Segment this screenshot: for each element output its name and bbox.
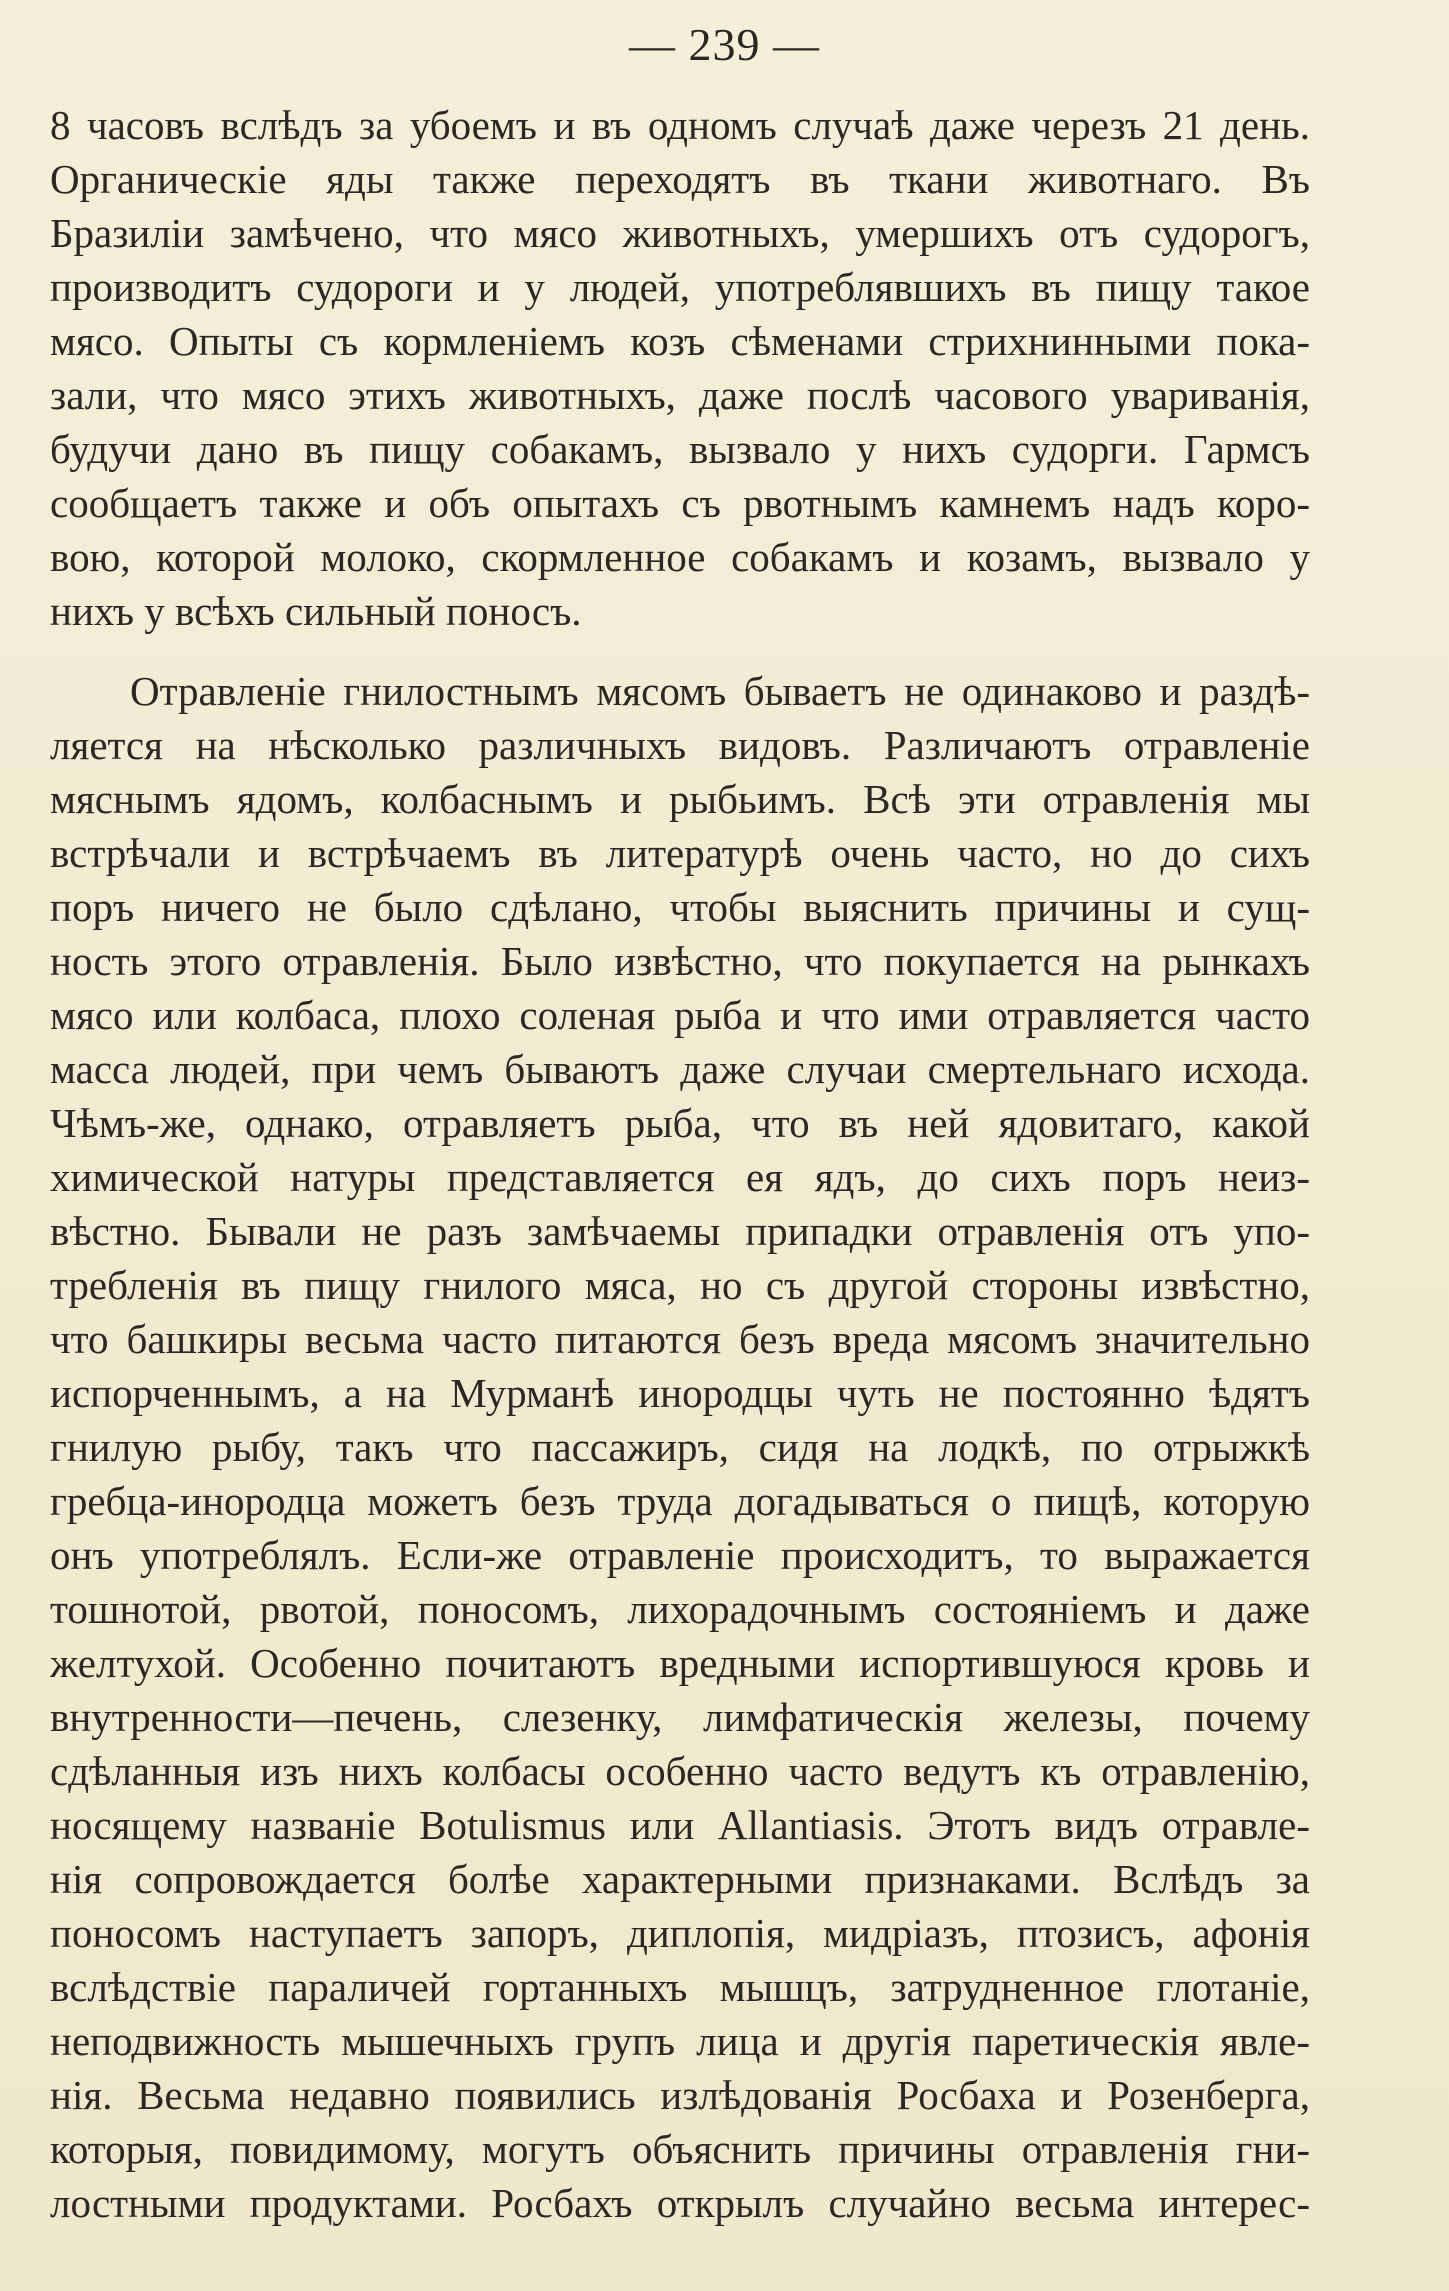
text-line: что башкиры весьма часто питаются безъ вреда мясомъ значительно [50, 1316, 1310, 1362]
text-line: ность этого отравленія. Было извѣстно, что покупается на рынкахъ [50, 938, 1310, 984]
text-line: неподвижность мышечныхъ групъ лица и другія паретическія явле- [50, 2018, 1310, 2064]
text-line: мяснымъ ядомъ, колбаснымъ и рыбьимъ. Всѣ эти отравленія мы [50, 776, 1310, 822]
text-line: вою, которой молоко, скормленное собакамъ и козамъ, вызвало у [50, 534, 1310, 580]
text-line: нія сопровождается болѣе характерными признаками. Вслѣдъ за [50, 1856, 1310, 1902]
paragraph-2 [50, 664, 1310, 2230]
text-line: тошнотой, рвотой, поносомъ, лихорадочнымъ состояніемъ и даже [50, 1586, 1310, 1632]
text-line: желтухой. Особенно почитаютъ вредными испортившуюся кровь и [50, 1640, 1310, 1686]
body-text [50, 98, 1310, 2230]
text-line: испорченнымъ, а на Мурманѣ инородцы чуть не постоянно ѣдятъ [50, 1370, 1310, 1416]
text-line: масса людей, при чемъ бываютъ даже случаи смертельнаго исхода. [50, 1046, 1310, 1092]
page-number: — 239 — [629, 19, 820, 70]
text-line: 8 часовъ вслѣдъ за убоемъ и въ одномъ случаѣ даже черезъ 21 день. [50, 102, 1310, 148]
text-line: Отравленіе гнилостнымъ мясомъ бываетъ не одинаково и раздѣ- [130, 668, 1310, 714]
text-line: поносомъ наступаетъ запоръ, диплопія, мидріазъ, птозисъ, афонія [50, 1910, 1310, 1956]
text-line: сообщаетъ также и объ опытахъ съ рвотнымъ камнемъ надъ коро- [50, 480, 1310, 526]
text-line: химической натуры представляется ея ядъ, до сихъ поръ неиз- [50, 1154, 1310, 1200]
text-line: требленія въ пищу гнилого мяса, но съ другой стороны извѣстно, [50, 1262, 1310, 1308]
text-line: нія. Весьма недавно появились излѣдованія Росбаха и Розенберга, [50, 2072, 1310, 2118]
text-line: производитъ судороги и у людей, употреблявшихъ въ пищу такое [50, 264, 1310, 310]
text-line: будучи дано въ пищу собакамъ, вызвало у нихъ судорги. Гармсъ [50, 426, 1310, 472]
text-line: зали, что мясо этихъ животныхъ, даже послѣ часового увариванія, [50, 372, 1310, 418]
text-line: лостными продуктами. Росбахъ открылъ случайно весьма интерес- [50, 2180, 1310, 2226]
paragraph-gap [50, 638, 1310, 664]
text-line: Чѣмъ-же, однако, отравляетъ рыба, что въ ней ядовитаго, какой [50, 1100, 1310, 1146]
text-line: внутренности—печень, слезенку, лимфатическія железы, почему [50, 1694, 1310, 1740]
text-line: Бразиліи замѣчено, что мясо животныхъ, умершихъ отъ судорогъ, [50, 210, 1310, 256]
text-line: сдѣланныя изъ нихъ колбасы особенно часто ведутъ къ отравленію, [50, 1748, 1310, 1794]
text-line: носящему названіе Botulismus или Allantiasis. Этотъ видъ отравле- [50, 1802, 1310, 1848]
text-line: поръ ничего не было сдѣлано, чтобы выяснить причины и сущ- [50, 884, 1310, 930]
text-line: Органическіе яды также переходятъ въ ткани животнаго. Въ [50, 156, 1310, 202]
paragraph-1 [50, 98, 1310, 638]
text-line: вслѣдствіе параличей гортанныхъ мышцъ, затрудненное глотаніе, [50, 1964, 1310, 2010]
text-line: нихъ у всѣхъ сильный поносъ. [50, 588, 582, 634]
text-line: которыя, повидимому, могутъ объяснить причины отравленія гни- [50, 2126, 1310, 2172]
text-line: гребца-инородца можетъ безъ труда догадываться о пищѣ, которую [50, 1478, 1310, 1524]
text-line: мясо или колбаса, плохо соленая рыба и что ими отравляется часто [50, 992, 1310, 1038]
text-line: вѣстно. Бывали не разъ замѣчаемы припадки отравленія отъ упо- [50, 1208, 1310, 1254]
text-line: встрѣчали и встрѣчаемъ въ литературѣ очень часто, но до сихъ [50, 830, 1310, 876]
text-line: ляется на нѣсколько различныхъ видовъ. Различаютъ отравленіе [50, 722, 1310, 768]
text-line: онъ употреблялъ. Если-же отравленіе происходитъ, то выражается [50, 1532, 1310, 1578]
text-line: гнилую рыбу, такъ что пассажиръ, сидя на лодкѣ, по отрыжкѣ [50, 1424, 1310, 1470]
text-line: мясо. Опыты съ кормленіемъ козъ сѣменами стрихнинными пока- [50, 318, 1310, 364]
